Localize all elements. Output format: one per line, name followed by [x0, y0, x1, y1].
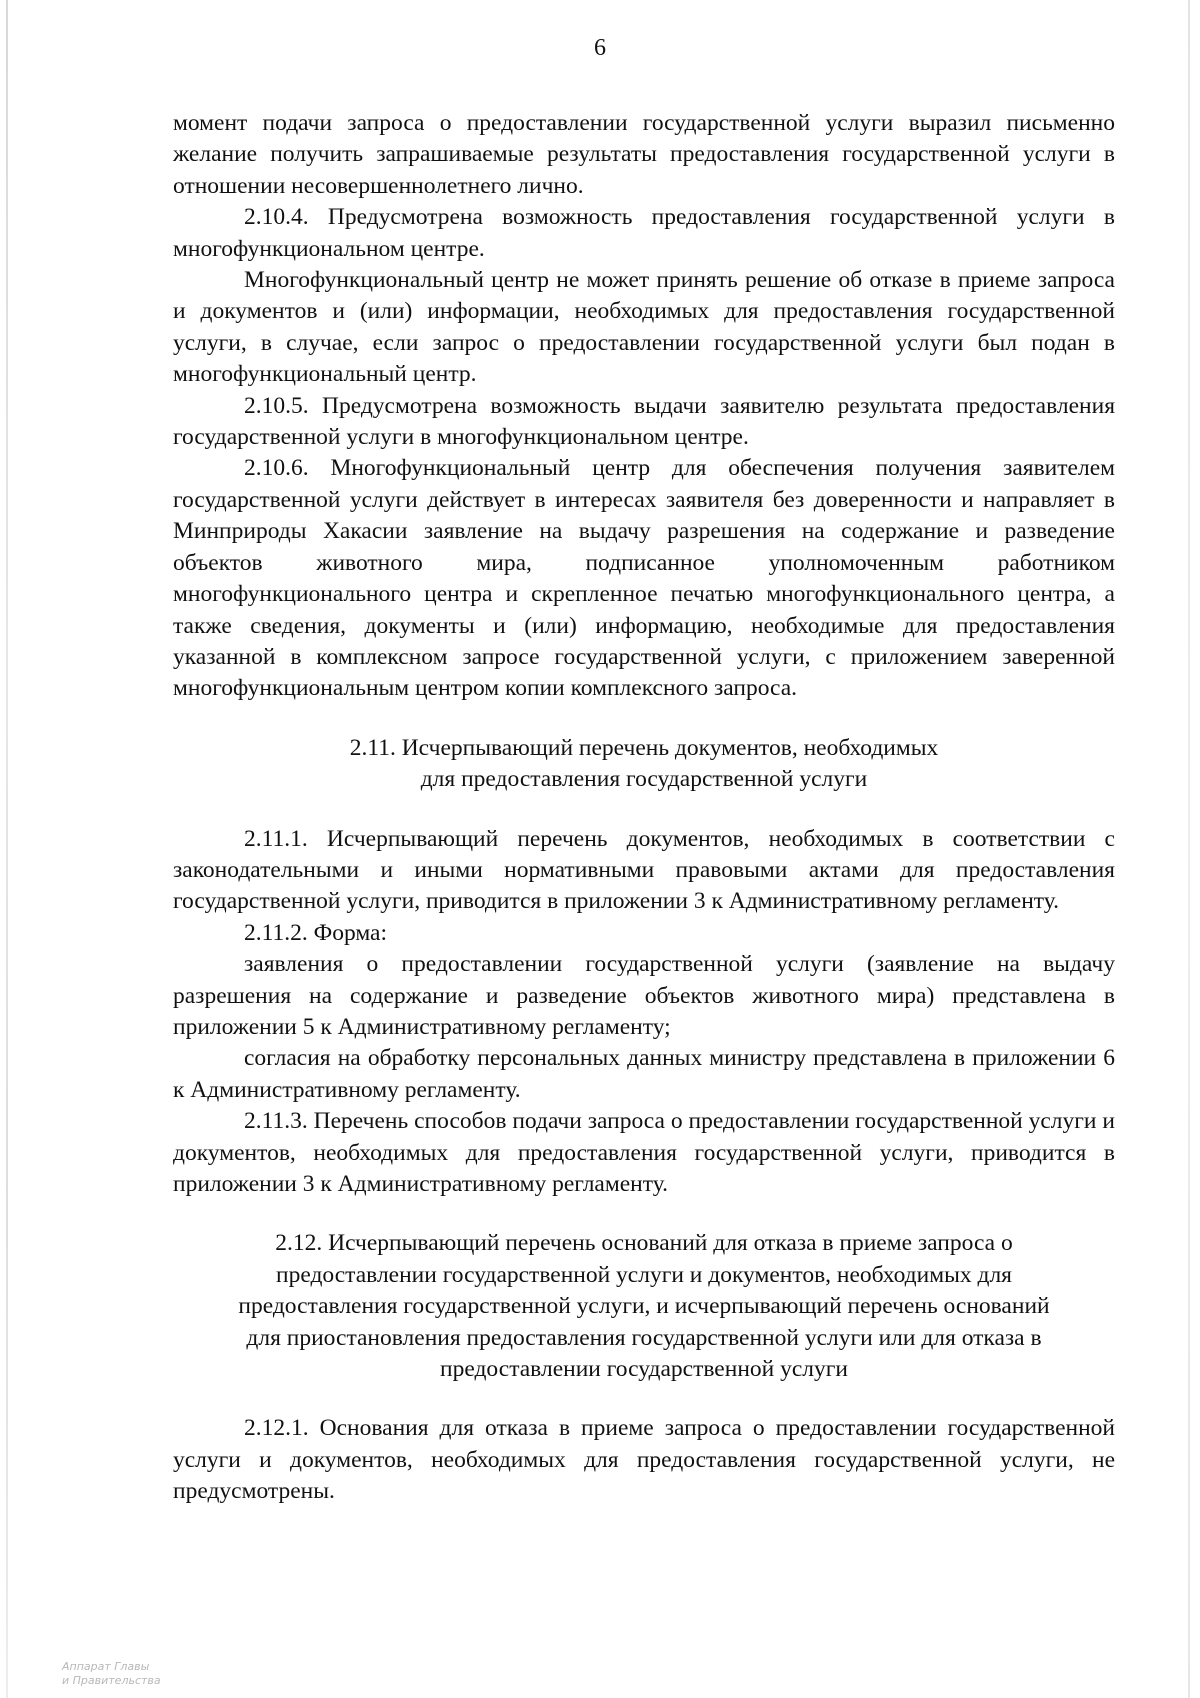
- paragraph-continuation: момент подачи запроса о предоставлении государственной услуги выразил письменно желание получить запрашиваемые результаты предоставления государственной услуги в отношении несовершеннолетнего лично.: [173, 110, 1115, 199]
- paragraph-2-10-5: 2.10.5. Предусмотрена возможность выдачи заявителю результата предоставления государственной услуги в многофункциональном центре.: [173, 392, 1115, 451]
- heading-line: 2.11. Исчерпывающий перечень документов, необходимых: [349, 734, 939, 761]
- office-stamp: [62, 1660, 161, 1688]
- paragraph-2-11-2: 2.11.2. Форма:: [244, 919, 388, 946]
- scan-edge-left: [6, 0, 8, 1698]
- section-heading-2-11: [173, 733, 1115, 796]
- heading-line: предоставлении государственной услуги и документов, необходимых для: [276, 1261, 1012, 1288]
- heading-line: для предоставления государственной услуги: [420, 766, 868, 793]
- section-heading-2-12: [173, 1228, 1115, 1385]
- scan-edge-right: [1188, 0, 1190, 1698]
- heading-line: для приостановления предоставления государственной услуги или для отказа в: [246, 1324, 1042, 1351]
- paragraph-2-10-6: 2.10.6. Многофункциональный центр для обеспечения получения заявителем государственной услуги действует в интересах заявителя без доверенности и направляет в Минприроды Хакасии заявление на выдачу разрешения на содержание и разведение объектов животного мира, подписанное уполномоченным работником многофункционального центра и скрепленное печатью многофункционального центра, а также сведения, документы и (или) информацию, необходимые для предоставления указанной в комплексном запросе государственной услуги, с приложением заверенной многофункциональным центром копии комплексного запроса.: [173, 455, 1115, 702]
- stamp-line: Аппарат Главы: [62, 1660, 150, 1673]
- paragraph-2-11-1: 2.11.1. Исчерпывающий перечень документов, необходимых в соответствии с законодательными и иными нормативными правовыми актами для предоставления государственной услуги, приводится в приложении 3 к Административному регламенту.: [173, 825, 1115, 915]
- section-2-11-body: [173, 824, 1115, 1201]
- paragraph-form-consent: согласия на обработку персональных данных министру представлена в приложении 6 к Административному регламенту.: [173, 1045, 1115, 1103]
- paragraph-2-11-3: 2.11.3. Перечень способов подачи запроса о предоставлении государственной услуги и документов, необходимых для предоставления государственной услуги, приводится в приложении 3 к Административному регламенту.: [173, 1108, 1115, 1197]
- document-body: [173, 108, 1115, 1508]
- heading-line: предоставления государственной услуги, и исчерпывающий перечень оснований: [238, 1293, 1050, 1320]
- stamp-line: и Правительства: [62, 1674, 161, 1687]
- paragraph-mfc-refusal: Многофункциональный центр не может принять решение об отказе в приеме запроса и документов и (или) информации, необходимых для предоставления государственной услуги, в случае, если запрос о предоставлении государственной услуги был подан в многофункциональный центр.: [173, 267, 1115, 388]
- page-number: 6: [594, 35, 606, 61]
- paragraph-2-12-1: 2.12.1. Основания для отказа в приеме запроса о предоставлении государственной услуги и документов, необходимых для предоставления государственной услуги, не предусмотрены.: [173, 1415, 1115, 1505]
- paragraph-form-application: заявления о предоставлении государственной услуги (заявление на выдачу разрешения на содержание и разведение объектов животного мира) представлена в приложении 5 к Административному регламенту;: [173, 951, 1115, 1040]
- heading-line: 2.12. Исчерпывающий перечень оснований для отказа в приеме запроса о: [275, 1230, 1013, 1257]
- section-2-12-body: [173, 1413, 1115, 1507]
- heading-line: предоставлении государственной услуги: [440, 1356, 848, 1383]
- paragraph-2-10-4: 2.10.4. Предусмотрена возможность предоставления государственной услуги в многофункциональном центре.: [173, 204, 1115, 262]
